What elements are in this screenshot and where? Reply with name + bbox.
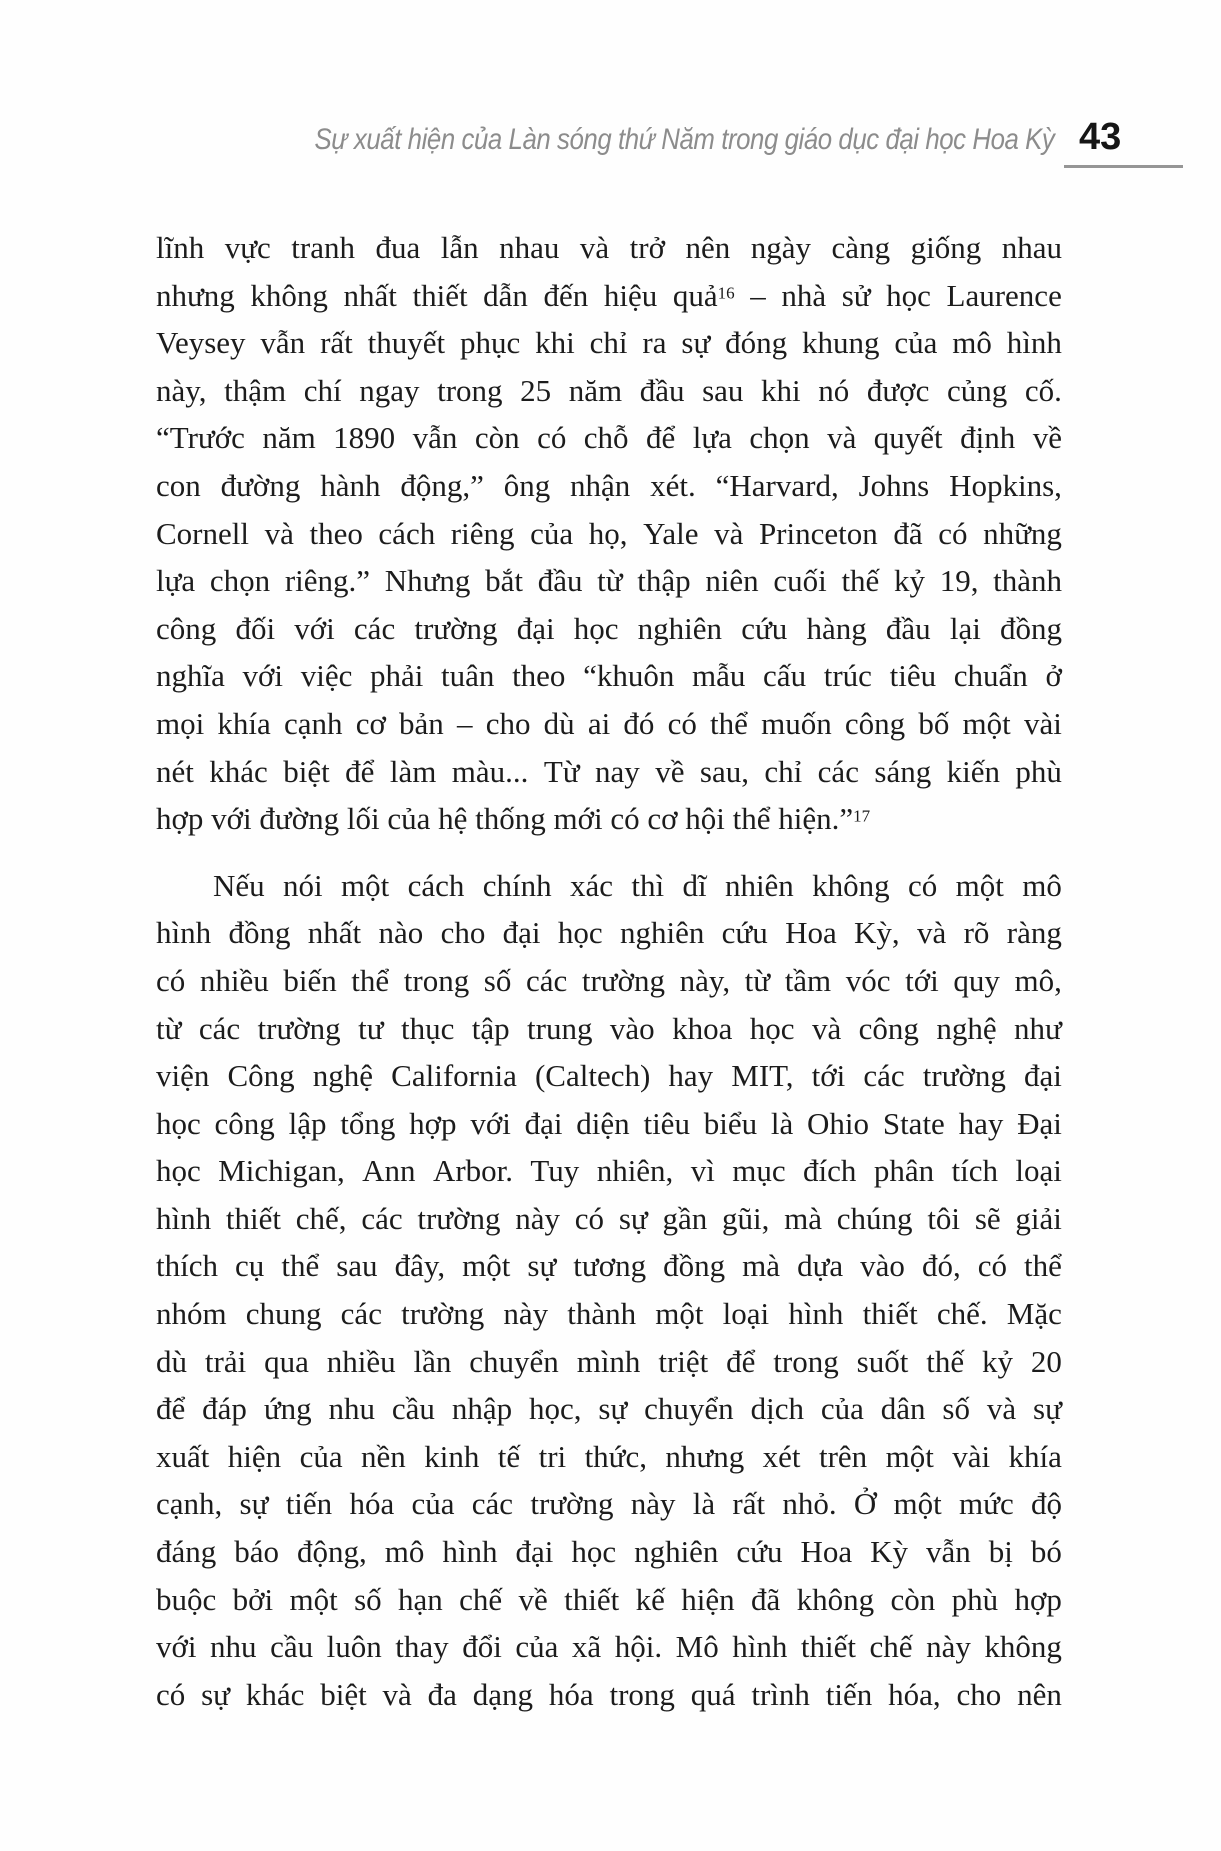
text-line: xuất hiện của nền kinh tế tri thức, nhưng xét trên một vài khía: [156, 1438, 1062, 1474]
text-line: có nhiều biến thể trong số các trường này, từ tầm vóc tới quy mô,: [156, 962, 1062, 998]
text-line: nét khác biệt để làm màu... Từ nay về sau, chỉ các sáng kiến phù: [156, 753, 1062, 789]
text-line: hợp với đường lối của hệ thống mới có cơ hội thể hiện.”$^{17}$: [156, 801, 871, 837]
text-line: hình đồng nhất nào cho đại học nghiên cứu Hoa Kỳ, và rõ ràng: [156, 915, 1062, 951]
text-line: mọi khía cạnh cơ bản – cho dù ai đó có thể muốn công bố một vài: [156, 705, 1062, 741]
text-line: nhưng không nhất thiết dẫn đến hiệu quả$^{16}$ – nhà sử học Laurence: [156, 277, 1062, 313]
text-line: Nếu nói một cách chính xác thì dĩ nhiên không có một mô: [213, 867, 1062, 903]
text-line: với nhu cầu luôn thay đổi của xã hội. Mô hình thiết chế này không: [156, 1629, 1062, 1665]
page-body: [156, 224, 1062, 1718]
text-line: học công lập tổng hợp với đại diện tiêu biểu là Ohio State hay Đại: [156, 1105, 1062, 1141]
text-line: lĩnh vực tranh đua lẫn nhau và trở nên ngày càng giống nhau: [156, 230, 1062, 265]
text-line: đáng báo động, mô hình đại học nghiên cứu Hoa Kỳ vẫn bị bó: [156, 1534, 1062, 1570]
text-line: buộc bởi một số hạn chế về thiết kế hiện đã không còn phù hợp: [156, 1581, 1062, 1617]
text-line: dù trải qua nhiều lần chuyển mình triệt để trong suốt thế kỷ 20: [156, 1343, 1062, 1379]
page-header: [156, 118, 1183, 168]
text-line: để đáp ứng nhu cầu nhập học, sự chuyển dịch của dân số và sự: [156, 1391, 1062, 1427]
text-line: từ các trường tư thục tập trung vào khoa học và công nghệ như: [156, 1010, 1062, 1046]
running-head: Sự xuất hiện của Làn sóng thứ Năm trong giáo dục đại học Hoa Kỳ: [314, 123, 1054, 156]
text-line: lựa chọn riêng.” Nhưng bắt đầu từ thập niên cuối thế kỷ 19, thành: [156, 563, 1062, 599]
text-line: nghĩa với việc phải tuân theo “khuôn mẫu cấu trúc tiêu chuẩn ở: [156, 658, 1062, 694]
paragraph-2: [156, 862, 1062, 1719]
text-line: cạnh, sự tiến hóa của các trường này là rất nhỏ. Ở một mức độ: [156, 1486, 1062, 1522]
text-line: nhóm chung các trường này thành một loại hình thiết chế. Mặc: [156, 1296, 1062, 1332]
text-line: Veysey vẫn rất thuyết phục khi chỉ ra sự đóng khung của mô hình: [156, 325, 1062, 361]
page-number: 43: [1064, 118, 1183, 168]
text-line: này, thậm chí ngay trong 25 năm đầu sau khi nó được củng cố.: [156, 372, 1062, 408]
text-line: con đường hành động,” ông nhận xét. “Harvard, Johns Hopkins,: [156, 467, 1062, 503]
text-line: viện Công nghệ California (Caltech) hay MIT, tới các trường đại: [156, 1058, 1062, 1094]
text-line: hình thiết chế, các trường này có sự gần gũi, mà chúng tôi sẽ giải: [156, 1200, 1062, 1236]
text-line: “Trước năm 1890 vẫn còn có chỗ để lựa chọn và quyết định về: [156, 420, 1062, 456]
text-line: có sự khác biệt và đa dạng hóa trong quá trình tiến hóa, cho nên: [156, 1676, 1062, 1712]
paragraph-1: [156, 224, 1062, 843]
text-line: thích cụ thể sau đây, một sự tương đồng mà dựa vào đó, có thể: [156, 1248, 1062, 1284]
text-line: học Michigan, Ann Arbor. Tuy nhiên, vì mục đích phân tích loại: [156, 1153, 1062, 1189]
text-line: Cornell và theo cách riêng của họ, Yale và Princeton đã có những: [156, 515, 1062, 551]
text-line: công đối với các trường đại học nghiên cứu hàng đầu lại đồng: [156, 610, 1062, 646]
